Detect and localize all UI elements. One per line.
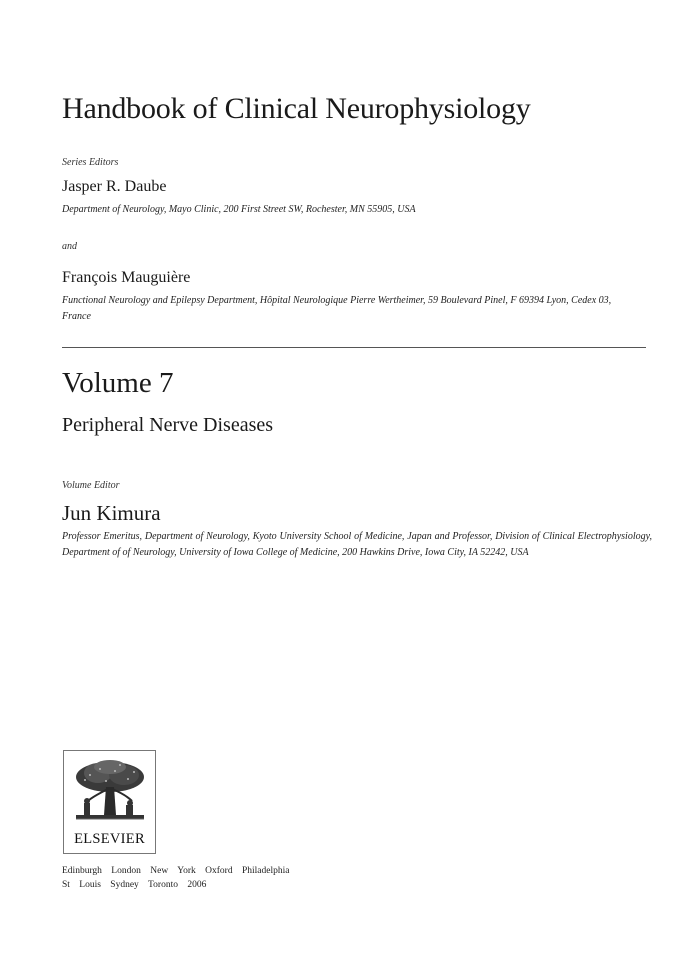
volume-number: Volume 7 bbox=[62, 367, 174, 399]
series-editor-1-name: Jasper R. Daube bbox=[62, 178, 167, 195]
elsevier-logo bbox=[63, 750, 156, 854]
volume-title: Peripheral Nerve Diseases bbox=[62, 414, 274, 436]
elsevier-logo-wordmark: ELSEVIER bbox=[74, 831, 145, 847]
volume-editor-name: Jun Kimura bbox=[62, 501, 161, 525]
publisher-cities-line-1: Edinburgh London New York Oxford Philadelphia bbox=[62, 866, 290, 876]
series-editor-2-name: François Mauguière bbox=[62, 269, 191, 286]
volume-editor-label: Volume Editor bbox=[62, 480, 120, 491]
series-editor-1-affiliation: Department of Neurology, Mayo Clinic, 200 First Street SW, Rochester, MN 55905, USA bbox=[62, 204, 416, 215]
series-editor-2-affiliation: Functional Neurology and Epilepsy Department, Hôpital Neurologique Pierre Wertheimer, 59 Boulevard Pinel, F 69394 Lyon, Cedex 03, France bbox=[62, 295, 612, 322]
series-editors-label: Series Editors bbox=[62, 157, 119, 168]
section-divider bbox=[62, 347, 646, 348]
elsevier-tree-icon bbox=[70, 757, 150, 827]
and-label: and bbox=[62, 241, 77, 252]
series-title: Handbook of Clinical Neurophysiology bbox=[62, 92, 531, 125]
volume-editor-affiliation: Professor Emeritus, Department of Neurology, Kyoto University School of Medicine, Japan and Professor, Division of Clinical Electrophysiology, Department of of Neurology, University of Iowa College of Medicine, 200 Hawkins Drive, Iowa City, IA 52242, USA bbox=[62, 531, 652, 558]
publisher-cities-line-2: St Louis Sydney Toronto 2006 bbox=[62, 880, 207, 890]
